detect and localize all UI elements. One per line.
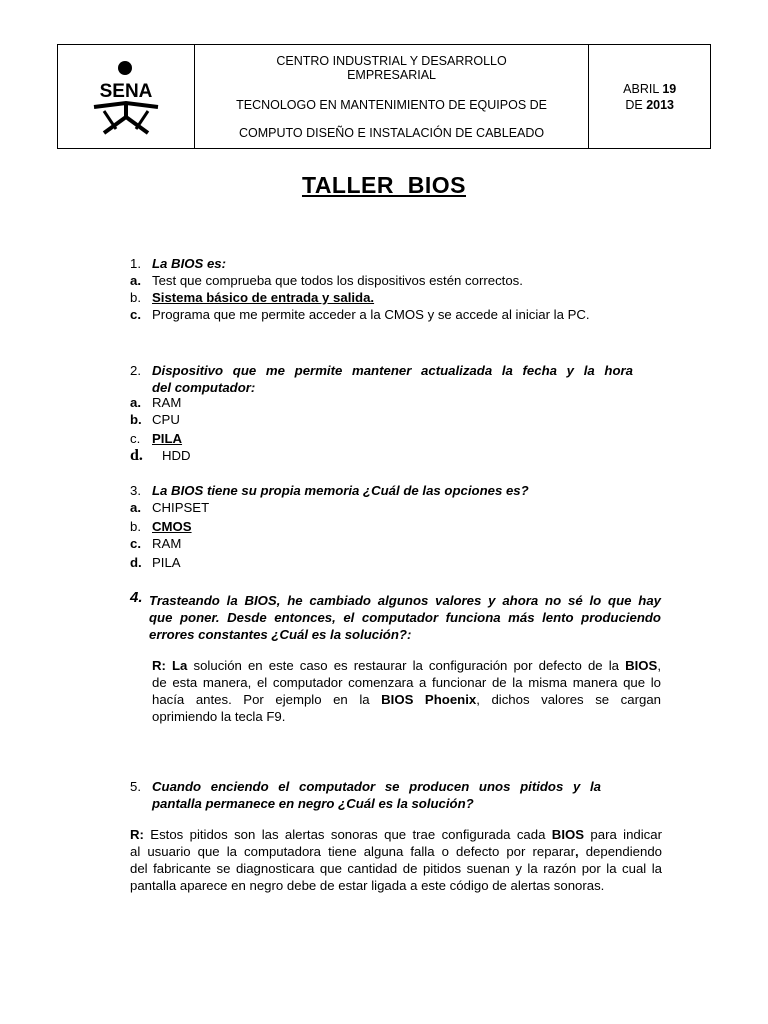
q4-answer-line-2: de esta manera, el computador comenzara a funcionar de la misma manera que lo: [152, 675, 661, 690]
q5-answer-line1a: Estos pitidos son las alertas sonoras que trae configurada cada: [143, 827, 552, 842]
q4-line-1: Trasteando la BIOS, he cambiado algunos valores y ahora no sé lo que hay: [149, 593, 661, 608]
q4-answer-line-4: oprimiendo la tecla F9.: [152, 709, 286, 724]
q3-d-text: PILA: [152, 555, 181, 570]
q4-line-2: que poner. Desde entonces, el computador funciona más lento produciendo: [149, 610, 661, 625]
q2-number: 2.: [130, 363, 141, 378]
q1-a-text: Test que comprueba que todos los dispositivos estén correctos.: [152, 273, 523, 288]
header-table: [57, 44, 711, 149]
center-line-1: CENTRO INDUSTRIAL Y DESARROLLO: [276, 53, 507, 68]
q1-number: 1.: [130, 256, 141, 271]
q5-answer-prefix: R:: [130, 827, 144, 842]
q2-d-letter: d.: [130, 447, 143, 464]
q5-answer-line-4: pantalla aparece en negro debe de estar ligada a este código de alertas sonoras.: [130, 878, 605, 893]
page-title: TALLER BIOS: [301, 172, 466, 198]
q1-b-letter: b.: [130, 290, 141, 305]
q2-b-letter: b.: [130, 412, 142, 427]
q4-answer-line3a: hacía antes. Por ejemplo en la: [152, 692, 382, 707]
q2-text: [152, 362, 633, 396]
q4-answer-part2: ,: [657, 658, 662, 673]
date-day: 19: [662, 81, 677, 96]
q2-line-1: Dispositivo que me permite mantener actualizada la fecha y la hora: [152, 363, 633, 378]
sena-logo-icon: [86, 59, 166, 135]
q4-answer-line3b: , dichos valores se cargan: [476, 692, 661, 707]
q2-b-text: CPU: [152, 412, 180, 427]
q1-c-letter: c.: [130, 307, 141, 322]
q4-answer-bios: BIOS: [625, 658, 658, 673]
q3-text: La BIOS tiene su propia memoria ¿Cuál de las opciones es?: [152, 483, 529, 498]
q4-number: 4.: [130, 589, 143, 606]
q5-answer-line2a: al usuario que la computadora tiene alguna falla o defecto por reparar: [130, 844, 575, 859]
q4-answer: [152, 657, 661, 725]
q5-answer-line-1: [130, 826, 662, 843]
q4-answer-line-3: [152, 691, 661, 708]
q5-answer: [130, 826, 662, 894]
q4-text: [149, 592, 661, 643]
center-line-2: EMPRESARIAL: [347, 67, 437, 82]
center-line-4: COMPUTO DISEÑO E INSTALACIÓN DE CABLEADO: [238, 125, 545, 140]
q3-a-letter: a.: [130, 500, 141, 515]
q4-answer-line-1: [152, 657, 661, 674]
q2-c-letter: c.: [130, 431, 141, 446]
q1-a-letter: a.: [130, 273, 141, 288]
date-de: DE: [625, 97, 643, 112]
q2-a-text: RAM: [152, 395, 182, 410]
q3-b-text: CMOS: [152, 519, 192, 534]
q5-line-2: pantalla permanece en negro ¿Cuál es la solución?: [152, 796, 474, 811]
q5-answer-line2b: dependiendo: [578, 844, 662, 859]
institution-cell: [194, 45, 589, 149]
date-cell: [589, 45, 711, 149]
q4-answer-part1: solución en este caso es restaurar la configuración por defecto de la: [187, 658, 626, 673]
q3-c-text: RAM: [152, 536, 182, 551]
q3-number: 3.: [130, 483, 141, 498]
q1-b-text: Sistema básico de entrada y salida.: [152, 290, 375, 305]
q4-answer-phoenix: BIOS Phoenix: [381, 692, 477, 707]
q5-number: 5.: [130, 779, 141, 794]
q5-answer-line1b: para indicar: [584, 827, 662, 842]
q3-c-letter: c.: [130, 536, 141, 551]
q5-answer-line-2: [130, 843, 662, 860]
q5-answer-line-3: del fabricante se diagnosticara que cantidad de pitidos suenan y la razón por la cual la: [130, 861, 662, 876]
q4-answer-prefix: R: La: [152, 658, 188, 673]
q5-answer-comma: ,: [574, 844, 579, 859]
q2-a-letter: a.: [130, 395, 141, 410]
logo-cell: [58, 45, 195, 149]
q1-text: La BIOS es:: [152, 256, 227, 271]
date-year: 2013: [646, 97, 675, 112]
q2-c-text: PILA: [152, 431, 183, 446]
q3-b-letter: b.: [130, 519, 141, 534]
date-month: ABRIL: [623, 81, 659, 96]
q3-d-letter: d.: [130, 555, 142, 570]
q2-d-text: HDD: [162, 448, 191, 463]
center-line-3: TECNOLOGO EN MANTENIMIENTO DE EQUIPOS DE: [236, 97, 548, 112]
q5-answer-bios: BIOS: [551, 827, 585, 842]
q4-line-3: errores constantes ¿Cuál es la solución?:: [149, 627, 412, 642]
q5-text: [152, 778, 601, 812]
q5-line-1: Cuando enciendo el computador se producen unos pitidos y la: [152, 779, 601, 794]
logo-text: SENA: [99, 80, 153, 102]
q2-line-2: del computador:: [152, 380, 256, 395]
q3-a-text: CHIPSET: [152, 500, 210, 515]
q1-c-text: Programa que me permite acceder a la CMOS y se accede al iniciar la PC.: [152, 307, 590, 322]
